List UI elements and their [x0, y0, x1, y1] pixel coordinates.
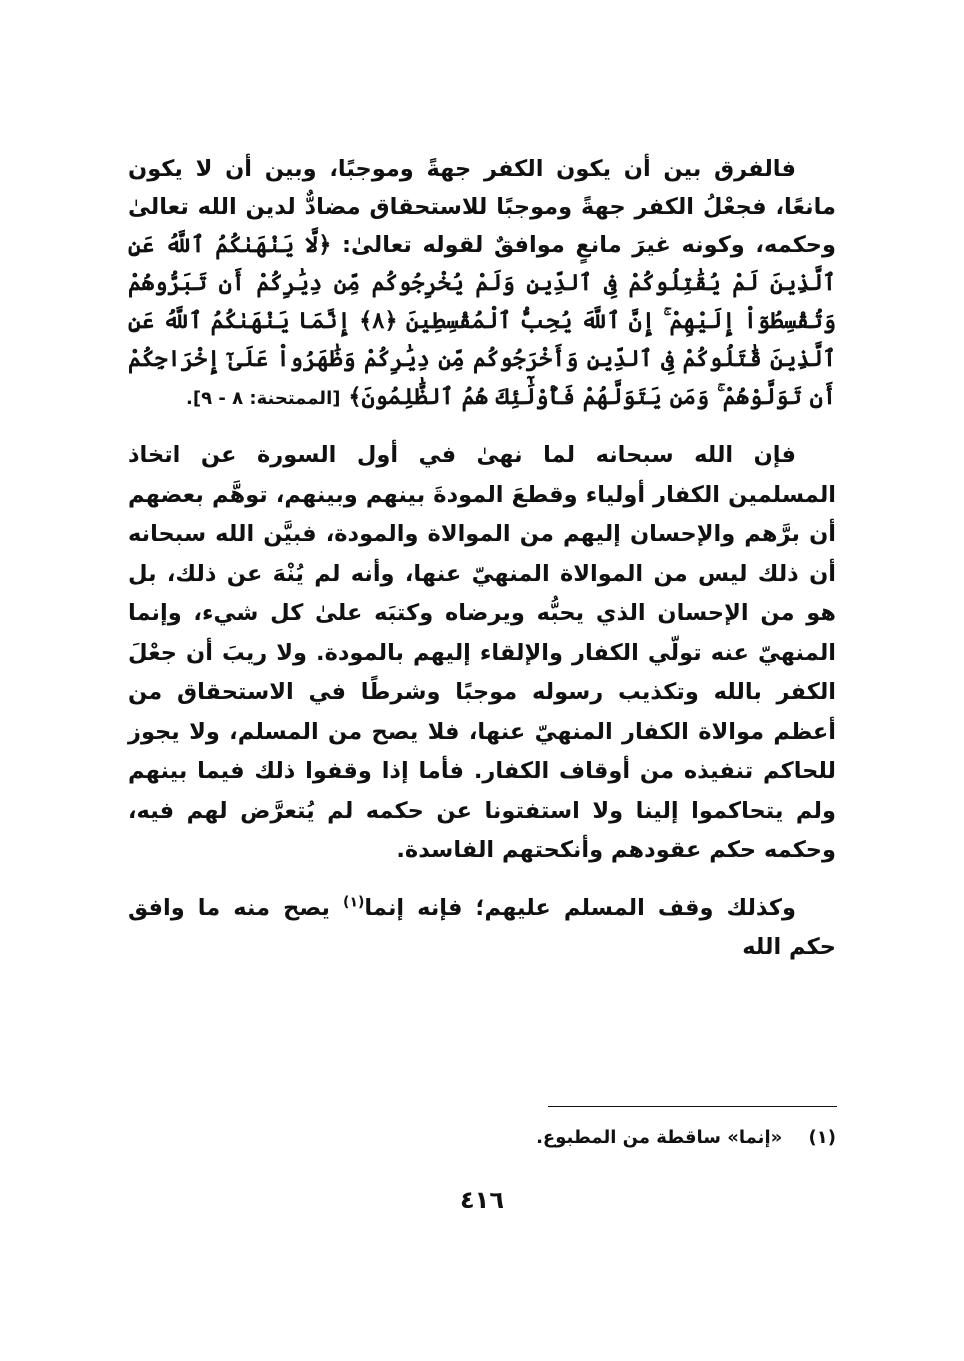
paragraph-2: فإن الله سبحانه لما نهىٰ في أول السورة عن اتخاذ المسلمين الكفار أولياء وقطعَ المودةَ بينهم وبينهم، توهَّم بعضهم أن برَّهم والإحسان إليهم من الموالاة والمودة، فبيَّن الله سبحانه أن ذلك ليس من الموالاة المنهيّ عنها، وأنه لم يُنْهَ عن ذلك، بل هو من الإحسان الذي يحبُّه ويرضاه وكتبَه علىٰ كل شيء، وإنما المنهيّ عنه تولّي الكفار والإلقاء إليهم بالمودة. ولا ريبَ أن جعْلَ الكفر بالله وتكذيب رسوله موجبًا وشرطًا في الاستحقاق من أعظم موالاة الكفار المنهيّ عنها، فلا يصح من المسلم، ولا يجوز للحاكم تنفيذه من أوقاف الكفار. فأما إذا وقفوا ذلك فيما بينهم ولم يتحاكموا إلينا ولا استفتونا عن حكمه لم يُتعرَّض لهم فيه، وحكمه حكم عقودهم وأنكحتهم الفاسدة. — [128, 442, 836, 863]
quran-open-bracket: ﴿ — [318, 232, 332, 258]
page-number: ٤١٦ — [460, 1186, 504, 1214]
paragraph-1-intro: فالفرق بين أن يكون الكفر جهةً وموجبًا، وبين أن لا يكون مانعًا، فجعْلُ الكفر جهةً وموجبًا للاستحقاق مضادٌّ لدين الله تعالىٰ وحكمه، وكونه غيرَ مانعٍ موافقٌ لقوله تعالىٰ: — [128, 156, 836, 258]
paragraph-1 — [128, 150, 836, 418]
paragraph-3-text-after: يصح منه ما وافق حكم الله — [128, 894, 836, 960]
quran-reference: [الممتحنة: ٨ - ٩]. — [186, 388, 341, 409]
paragraph-3 — [128, 889, 836, 968]
footnote-1-number: (١) — [808, 1127, 836, 1148]
footnote-1 — [400, 1124, 836, 1152]
footnote-1-text: «إنما» ساقطة من المطبوع. — [536, 1127, 783, 1148]
quran-close-bracket: ﴾ — [348, 384, 362, 410]
paragraph-3-text-before: وكذلك وقف المسلم عليهم؛ فإنه إنما — [364, 894, 796, 921]
quran-verse-9: إِنَّمَا يَنْهَىٰكُمُ ٱللَّهُ عَنِ ٱلَّذِينَ قَٰتَلُوكُمْ فِى ٱلدِّينِ وَأَخْرَجُوكُم مِّن دِيَٰرِكُمْ وَظَٰهَرُواْ عَلَىٰٓ إِخْرَاجِكُمْ أَن تَوَلَّوْهُمْ ۚ وَمَن يَتَوَلَّهُمْ فَأُوْلَٰٓئِكَ هُمُ ٱلظَّٰلِمُونَ — [128, 308, 836, 410]
quran-verse-8: لَّا يَنْهَىٰكُمُ ٱللَّهُ عَنِ ٱلَّذِينَ لَمْ يُقَٰتِلُوكُمْ فِى ٱلدِّينِ وَلَمْ يُخْرِجُوكُم مِّن دِيَٰرِكُمْ أَن تَبَرُّوهُمْ وَتُقْسِطُوٓاْ إِلَيْهِمْ ۚ إِنَّ ٱللَّهَ يُحِبُّ ٱلْمُقْسِطِينَ — [128, 232, 836, 334]
footnote-separator — [548, 1106, 837, 1107]
footnote-reference-1: (١) — [343, 894, 365, 910]
verse-marker-8: ﴿٨﴾ — [359, 308, 398, 334]
page-body — [128, 150, 836, 986]
